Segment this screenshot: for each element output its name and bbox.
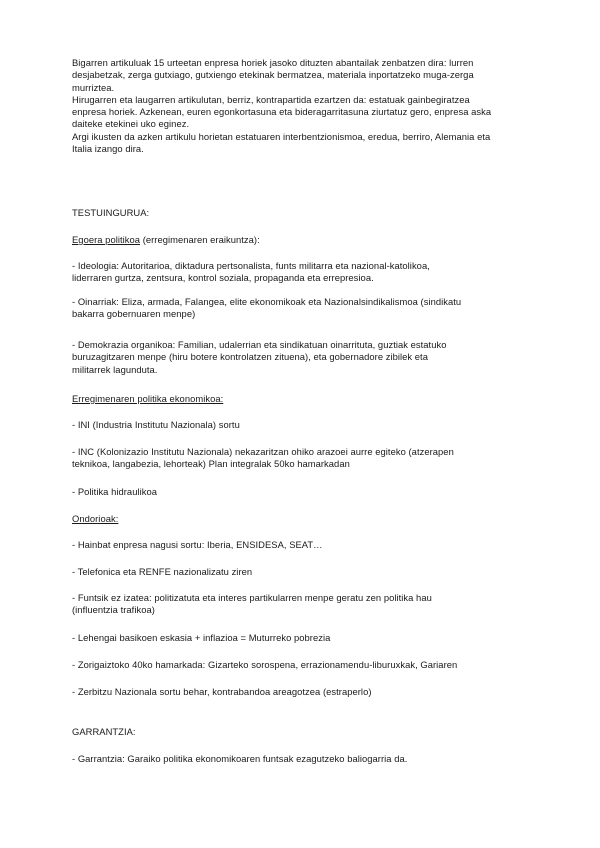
- ini-item: - INI (Industria Institutu Nazionala) sortu: [72, 419, 240, 430]
- hydraulic-item: - Politika hidraulikoa: [72, 486, 157, 497]
- pillars-item: [72, 296, 542, 321]
- organic-democracy-item: [72, 339, 542, 376]
- inc-line: teknikoa, langabezia, lehorteak) Plan integralak 50ko hamarkadan: [72, 458, 350, 470]
- black-market-item: - Zerbitzu Nazionala sortu behar, kontrabandoa areagotzea (estraperlo): [72, 686, 372, 697]
- importance-heading: GARRANTZIA:: [72, 726, 136, 737]
- companies-item: - Hainbat enpresa nagusi sortu: Iberia, ENSIDESA, SEAT…: [72, 539, 323, 550]
- intro-line: Argi ikusten da azken artikulu horietan estatuaren interbentzionismoa, eredua, berriro, Alemania eta: [72, 130, 491, 142]
- shortage-item: - Lehengai basikoen eskasia + inflazioa = Muturreko pobrezia: [72, 632, 331, 643]
- ideology-item: [72, 260, 542, 285]
- intro-line: murriztea.: [72, 81, 115, 93]
- ideology-line: liderraren gurtza, zentsura, kontrol soziala, propaganda eta errepresioa.: [72, 272, 374, 284]
- politics-heading-line: [72, 234, 542, 246]
- pillars-line: - Oinarriak: Eliza, armada, Falangea, elite ekonomikoak eta Nazionalsindikalismoa (sindikatu: [72, 296, 462, 307]
- telefonica-item: - Telefonica eta RENFE nazionalizatu ziren: [72, 566, 253, 577]
- inc-line: - INC (Kolonizazio Institutu Nazionala) nekazaritzan ohiko arazoei aurre egiteko (atzerapen: [72, 446, 454, 457]
- consequences-heading: Ondorioak:: [72, 513, 119, 524]
- ideology-line: - Ideologia: Autoritarioa, diktadura pertsonalista, funts militarra eta nazional-katolikoa,: [72, 260, 430, 271]
- tax-item: [72, 592, 542, 617]
- pillars-line: bakarra gobernuaren menpe): [72, 308, 196, 320]
- intro-line: daiteke etekinei uko eginez.: [72, 118, 190, 130]
- organic-democracy-line: - Demokrazia organikoa: Familian, udalerrian eta sindikatuan oinarrituta, guztiak estatuko: [72, 339, 447, 350]
- hunger-item: - Zorigaiztoko 40ko hamarkada: Gizarteko sorospena, errazionamendu-liburuxkak, Gariaren: [72, 659, 458, 670]
- intro-line: Bigarren artikuluak 15 urteetan enpresa horiek jasoko dituzten abantailak zenbatzen dira: lurren: [72, 57, 474, 68]
- intro-line: enpresa horiek. Azkenean, euren egonkortasuna eta bideragarritasuna ziurtatuz gero, enpresa aska: [72, 106, 492, 118]
- organic-democracy-line: militarrek lagunduta.: [72, 363, 158, 375]
- politics-heading: Egoera politikoa: [72, 234, 141, 245]
- tax-line: - Funtsik ez izatea: politizatuta eta interes partikularren menpe geratu zen politika hau: [72, 592, 432, 603]
- context-heading: TESTUINGURUA:: [72, 207, 150, 218]
- importance-item: - Garrantzia: Garaiko politika ekonomikoaren funtsak ezagutzeko baliogarria da.: [72, 753, 408, 764]
- intro-line: desjabetzak, zerga gutxiago, gutxiengo etekinak bermatzea, materiala inportatzeko muga-zerga: [72, 69, 474, 81]
- intro-paragraph: [72, 57, 532, 155]
- organic-democracy-line: buruzagitzaren menpe (hiru botere kontrolatzen zituena), eta gobernadore zibilek eta: [72, 351, 428, 363]
- politics-heading-suffix: (erregimenaren eraikuntza):: [140, 234, 260, 245]
- tax-line: (influentzia trafikoa): [72, 604, 155, 616]
- economic-heading: Erregimenaren politika ekonomikoa:: [72, 393, 224, 404]
- inc-item: [72, 446, 542, 471]
- intro-line: Hirugarren eta laugarren artikulutan, berriz, kontrapartida ezartzen da: estatuak gainbegiratzea: [72, 93, 470, 105]
- intro-line: Italia izango dira.: [72, 143, 144, 155]
